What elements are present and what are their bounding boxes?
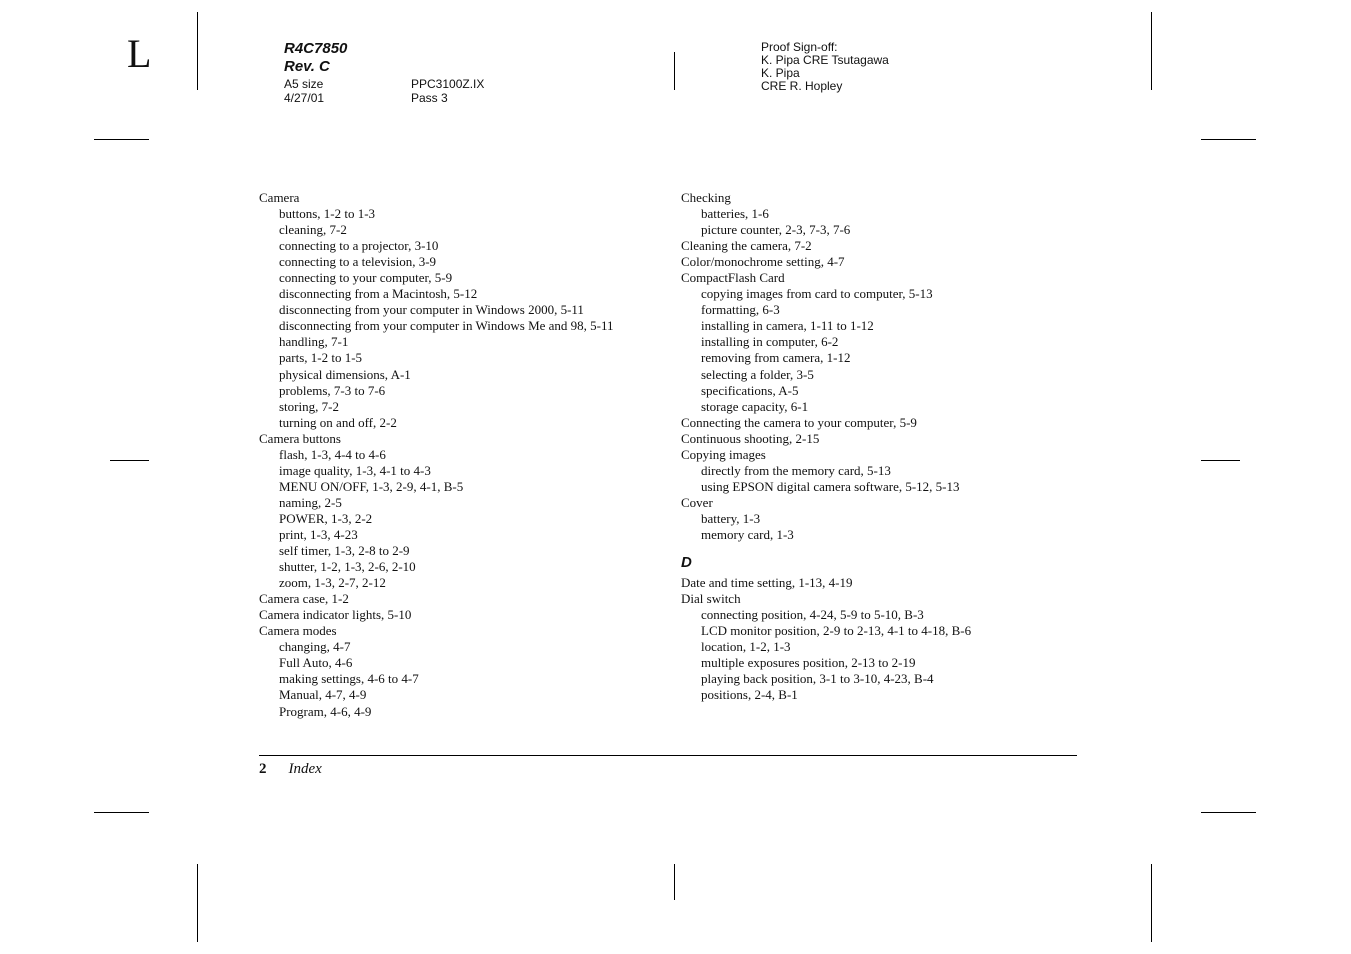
signoff-line: K. Pipa <box>761 66 800 80</box>
index-subentry: Full Auto, 4-6 <box>279 655 353 671</box>
index-subentry: selecting a folder, 3-5 <box>701 366 814 382</box>
index-subentry: problems, 7-3 to 7-6 <box>279 382 386 398</box>
index-subentry: making settings, 4-6 to 4-7 <box>279 671 419 687</box>
index-subentry: shutter, 1-2, 1-3, 2-6, 2-10 <box>279 559 416 575</box>
index-subentry: image quality, 1-3, 4-1 to 4-3 <box>279 462 431 478</box>
index-subentry: connecting to a television, 3-9 <box>279 254 437 270</box>
doc-pass: Pass 3 <box>411 91 448 105</box>
crop-mark <box>1151 12 1152 90</box>
doc-file: PPC3100Z.IX <box>411 77 485 91</box>
index-subentry: installing in camera, 1-11 to 1-12 <box>701 318 874 334</box>
index-subentry: specifications, A-5 <box>701 382 799 398</box>
index-subentry: disconnecting from your computer in Windows 2000, 5-11 <box>279 302 584 318</box>
index-subentry: Manual, 4-7, 4-9 <box>279 687 367 703</box>
index-column-left <box>259 190 614 720</box>
index-subentry: copying images from card to computer, 5-13 <box>701 286 933 302</box>
index-column-right <box>681 190 971 703</box>
crop-mark <box>1201 460 1240 461</box>
index-subentry: handling, 7-1 <box>279 334 349 350</box>
index-subentry: cleaning, 7-2 <box>279 222 347 238</box>
section-title: Index <box>288 761 322 777</box>
crop-mark <box>197 864 198 942</box>
index-entry: Cover <box>681 494 713 510</box>
index-subentry: Program, 4-6, 4-9 <box>279 703 372 719</box>
index-subentry: picture counter, 2-3, 7-3, 7-6 <box>701 222 851 238</box>
index-subentry: formatting, 6-3 <box>701 302 780 318</box>
crop-mark <box>674 864 675 900</box>
page-number: 2 <box>259 761 267 777</box>
index-subentry: MENU ON/OFF, 1-3, 2-9, 4-1, B-5 <box>279 478 464 494</box>
index-subentry: storing, 7-2 <box>279 398 339 414</box>
index-subentry: memory card, 1-3 <box>701 526 794 542</box>
index-subentry: LCD monitor position, 2-9 to 2-13, 4-1 to 4-18, B-6 <box>701 623 972 639</box>
index-subentry: self timer, 1-3, 2-8 to 2-9 <box>279 543 410 559</box>
index-subentry: physical dimensions, A-1 <box>279 366 411 382</box>
page-side-letter: L <box>127 31 152 76</box>
index-entry: Cleaning the camera, 7-2 <box>681 238 812 254</box>
index-entry: Checking <box>681 190 731 205</box>
index-subentry: battery, 1-3 <box>701 510 761 526</box>
signoff-line: K. Pipa CRE Tsutagawa <box>761 53 889 67</box>
index-entry: Color/monochrome setting, 4-7 <box>681 254 845 270</box>
index-entry: CompactFlash Card <box>681 270 785 286</box>
index-subentry: storage capacity, 6-1 <box>701 398 809 414</box>
index-subentry: disconnecting from your computer in Windows Me and 98, 5-11 <box>279 318 614 334</box>
crop-mark <box>94 139 149 140</box>
index-subentry: removing from camera, 1-12 <box>701 350 851 366</box>
index-entry: Copying images <box>681 446 766 462</box>
index-subentry: POWER, 1-3, 2-2 <box>279 510 373 526</box>
doc-date: 4/27/01 <box>284 91 325 105</box>
index-entry: Camera indicator lights, 5-10 <box>259 607 412 623</box>
index-subentry: flash, 1-3, 4-4 to 4-6 <box>279 446 386 462</box>
index-entry: Camera modes <box>259 623 337 639</box>
index-subentry: changing, 4-7 <box>279 639 351 655</box>
proof-signoff <box>761 41 889 93</box>
doc-size: A5 size <box>284 77 324 91</box>
crop-mark <box>197 12 198 90</box>
signoff-line: Proof Sign-off: <box>761 40 838 54</box>
index-entry: Dial switch <box>681 591 741 607</box>
index-entry: Connecting the camera to your computer, 5-9 <box>681 414 917 430</box>
doc-revision: Rev. C <box>284 58 330 75</box>
index-subentry: connecting to a projector, 3-10 <box>279 238 439 254</box>
signoff-line: CRE R. Hopley <box>761 79 843 93</box>
index-subentry: directly from the memory card, 5-13 <box>701 462 891 478</box>
index-subentry: parts, 1-2 to 1-5 <box>279 350 363 366</box>
crop-mark <box>1201 139 1256 140</box>
crop-mark <box>1151 864 1152 942</box>
index-subentry: multiple exposures position, 2-13 to 2-19 <box>701 655 916 671</box>
page-footer <box>259 759 322 779</box>
index-entry: Camera buttons <box>259 430 341 446</box>
index-subentry: playing back position, 3-1 to 3-10, 4-23, B-4 <box>701 671 934 687</box>
index-subentry: turning on and off, 2-2 <box>279 414 397 430</box>
crop-mark <box>110 460 149 461</box>
index-subentry: buttons, 1-2 to 1-3 <box>279 206 376 222</box>
index-section-letter: D <box>681 554 692 572</box>
doc-code: R4C7850 <box>284 40 348 57</box>
index-subentry: connecting position, 4-24, 5-9 to 5-10, B-3 <box>701 607 924 623</box>
index-entry: Date and time setting, 1-13, 4-19 <box>681 575 853 591</box>
index-subentry: positions, 2-4, B-1 <box>701 687 798 703</box>
index-entry: Continuous shooting, 2-15 <box>681 430 820 446</box>
index-subentry: zoom, 1-3, 2-7, 2-12 <box>279 575 386 591</box>
index-entry: Camera case, 1-2 <box>259 591 349 607</box>
index-subentry: naming, 2-5 <box>279 494 342 510</box>
footer-rule <box>259 755 1077 756</box>
crop-mark <box>94 812 149 813</box>
index-subentry: connecting to your computer, 5-9 <box>279 270 453 286</box>
index-subentry: using EPSON digital camera software, 5-12, 5-13 <box>701 478 960 494</box>
index-subentry: disconnecting from a Macintosh, 5-12 <box>279 286 478 302</box>
crop-mark <box>1201 812 1256 813</box>
index-subentry: batteries, 1-6 <box>701 206 769 222</box>
index-subentry: print, 1-3, 4-23 <box>279 526 358 542</box>
crop-mark <box>674 52 675 90</box>
index-entry: Camera <box>259 190 300 205</box>
index-subentry: location, 1-2, 1-3 <box>701 639 791 655</box>
index-subentry: installing in computer, 6-2 <box>701 334 839 350</box>
